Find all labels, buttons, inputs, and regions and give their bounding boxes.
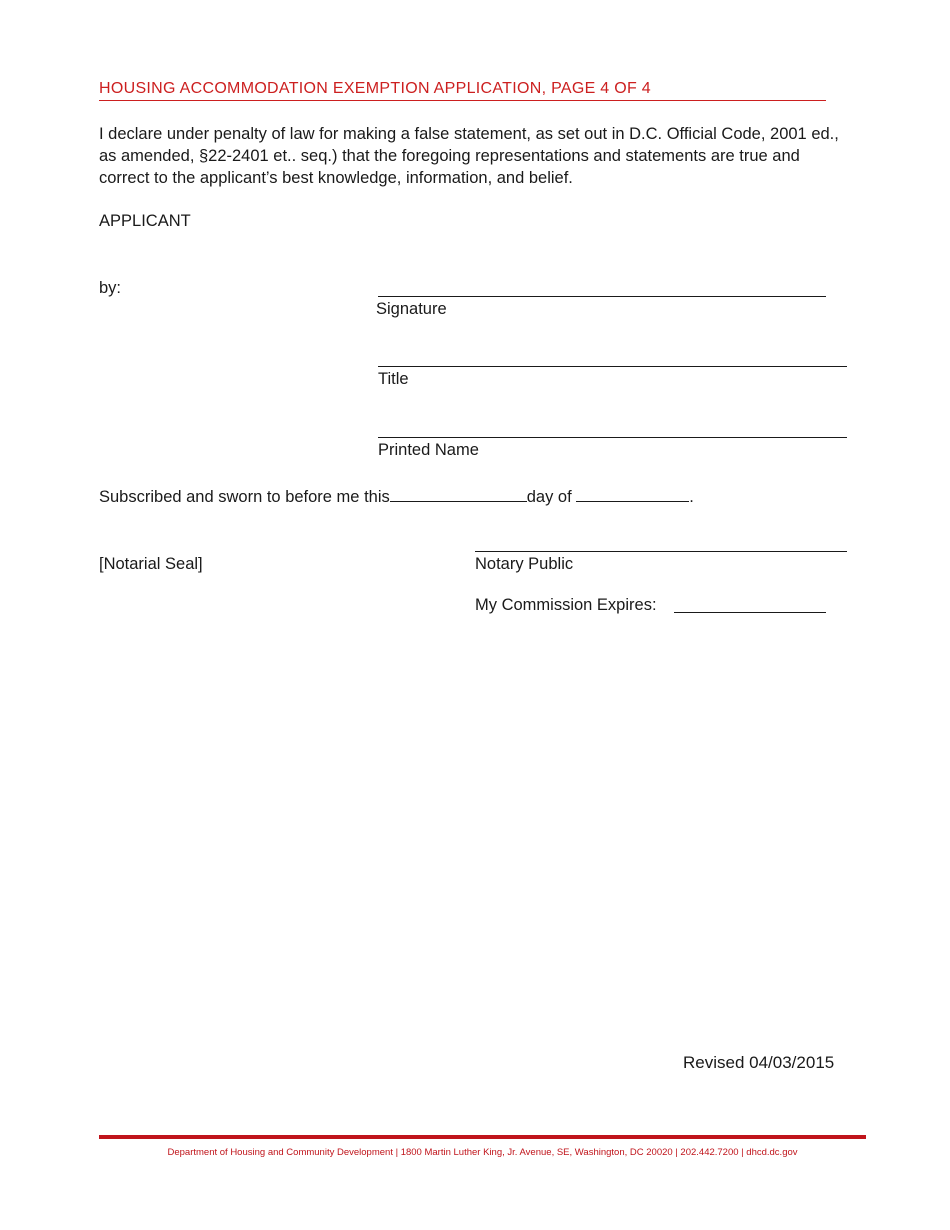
signature-label: Signature [376, 300, 447, 318]
commission-expires-label: My Commission Expires: [475, 596, 657, 614]
notarial-seal-label: [Notarial Seal] [99, 555, 203, 573]
commission-expires-line[interactable] [674, 612, 826, 613]
by-label: by: [99, 279, 122, 297]
revised-date: Revised 04/03/2015 [683, 1053, 835, 1072]
notary-public-label: Notary Public [475, 555, 574, 573]
declaration-text: I declare under penalty of law for making a false statement, as set out in D.C. Official Code, 2001 ed., as amended, §22-2401 et.. seq.) that the foregoing representations and statements are true and correct to the applicant’s best knowledge, information, and belief. [99, 125, 839, 187]
page-heading: HOUSING ACCOMMODATION EXEMPTION APPLICATION, PAGE 4 OF 4 [99, 80, 826, 101]
printed-name-label: Printed Name [378, 441, 479, 459]
sworn-day-blank[interactable] [390, 485, 527, 502]
sworn-day-of: day of [526, 488, 572, 506]
title-label: Title [378, 370, 409, 388]
sworn-prefix: Subscribed and sworn to before me this [99, 488, 390, 506]
notary-signature-line[interactable] [475, 551, 847, 552]
title-line[interactable] [378, 366, 847, 367]
sworn-line [99, 485, 694, 507]
printed-name-line[interactable] [378, 437, 847, 438]
sworn-period: . [689, 488, 694, 506]
footer-text: Department of Housing and Community Development | 1800 Martin Luther King, Jr. Avenue, SE, Washington, DC 20020 | 202.442.7200 | dhcd.dc.gov [167, 1147, 798, 1158]
applicant-label: APPLICANT [99, 212, 191, 230]
footer-rule [99, 1135, 866, 1139]
signature-line[interactable] [378, 296, 826, 297]
sworn-month-blank[interactable] [576, 485, 689, 502]
